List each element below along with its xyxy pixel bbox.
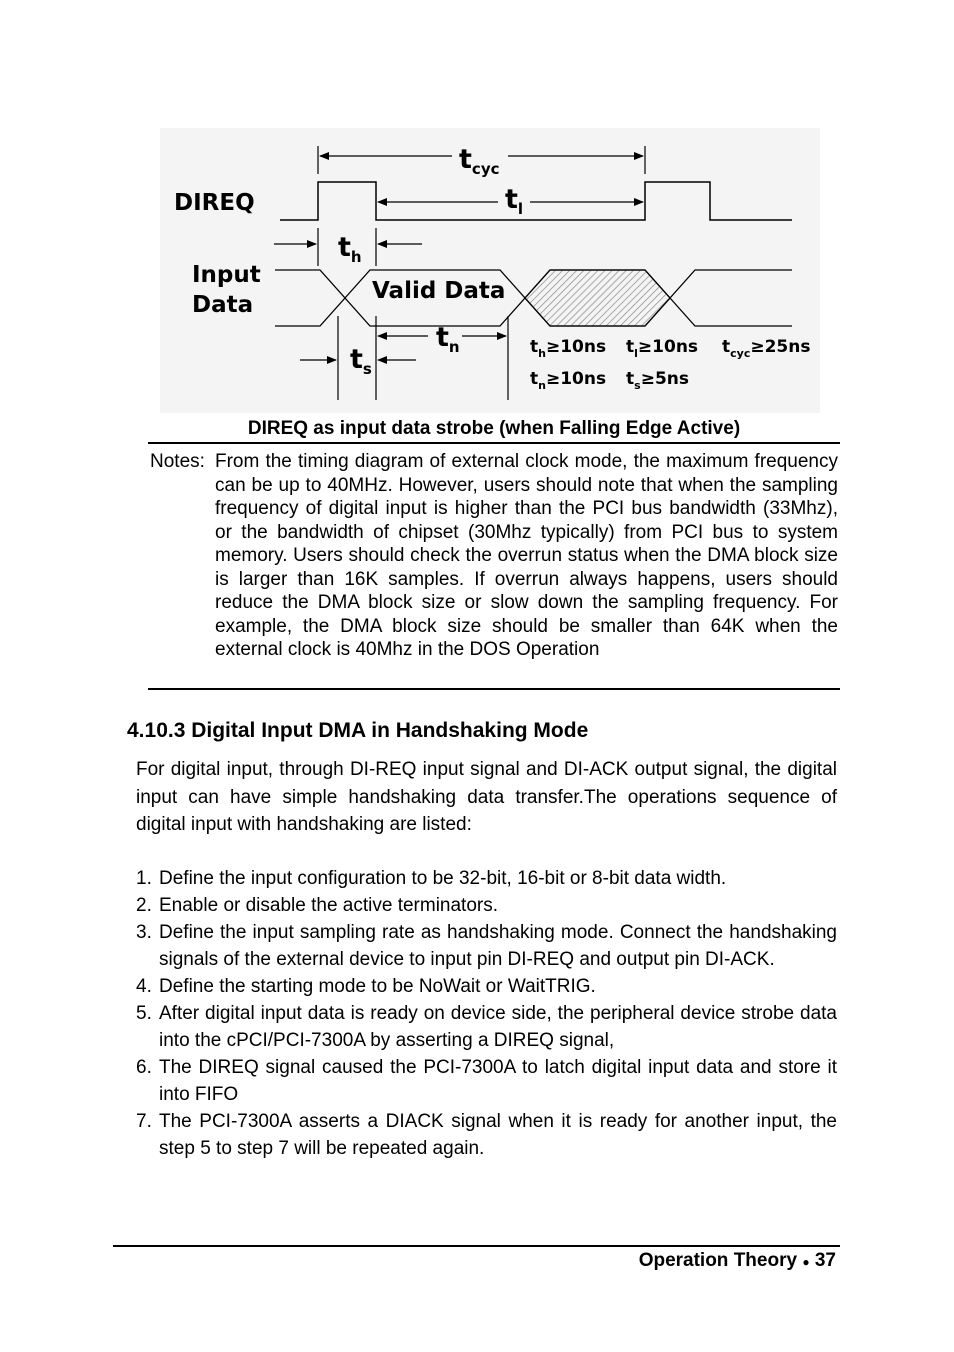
t-n-label: tn (436, 322, 460, 356)
step-number: 7. (136, 1111, 152, 1132)
list-item (136, 1108, 837, 1162)
list-item (136, 1000, 837, 1054)
valid-data-label: Valid Data (372, 278, 506, 304)
spec-tl: $t_l\ge 10ns$ (626, 337, 699, 360)
notes-top-rule (148, 442, 840, 444)
t-l-label: tl (505, 184, 524, 218)
spec-ts: $t_s\ge 5ns$ (626, 369, 689, 392)
footer-rule (113, 1245, 840, 1247)
list-item (136, 919, 837, 973)
step-text: Define the input configuration to be 32-bit, 16-bit or 8-bit data width. (159, 868, 727, 889)
direq-label: DIREQ (174, 190, 255, 216)
t-h-label: th (338, 232, 362, 266)
step-text: Define the starting mode to be NoWait or WaitTRIG. (159, 976, 596, 997)
step-number: 6. (136, 1057, 152, 1078)
t-cyc-label: tcyc (459, 144, 500, 178)
list-item (136, 892, 837, 919)
step-text: After digital input data is ready on device side, the peripheral device strobe data into the cPCI/PCI-7300A by asserting a DIREQ signal, (159, 1003, 837, 1051)
steps-list (136, 865, 837, 1162)
step-number: 1. (136, 868, 152, 889)
step-text: The DIREQ signal caused the PCI-7300A to latch digital input data and store it into FIFO (159, 1057, 837, 1105)
list-item (136, 973, 837, 1000)
page-footer (639, 1250, 836, 1272)
spec-tcyc: $t_{cyc}\ge 25ns$ (722, 337, 811, 360)
spec-th: $t_h\ge 10ns$ (530, 337, 607, 360)
spec-tn: $t_n\ge 10ns$ (530, 369, 607, 392)
step-text: Define the input sampling rate as handshaking mode. Connect the handshaking signals of the external device to input pin DI-REQ and output pin DI-ACK. (159, 922, 837, 970)
step-text: The PCI-7300A asserts a DIACK signal when it is ready for another input, the step 5 to step 7 will be repeated again. (159, 1111, 837, 1159)
notes-bottom-rule (148, 688, 840, 690)
step-number: 5. (136, 1003, 152, 1024)
step-text: Enable or disable the active terminators. (159, 895, 499, 916)
input-label: Input (192, 262, 261, 288)
footer-section: Operation Theory (638, 1250, 798, 1271)
notes-text: From the timing diagram of external clock mode, the maximum frequency can be up to 40MHz. However, users should note that when the sampling frequency of digital input is higher than the PCI bus bandwidth (33Mhz), or the bandwidth of chipset (30Mhz typically) from PCI bus to system memory. Users should check the overrun status when the DMA block size is larger than 16K samples. If overrun always happens, users should reduce the DMA block size or slow down the sampling frequency. For example, the DMA block size should be smaller than 64K when the external clock is 40Mhz in the DOS Operation (215, 451, 838, 660)
figure-caption: DIREQ as input data strobe (when Falling Edge Active) (247, 418, 741, 439)
step-number: 4. (136, 976, 152, 997)
section-intro: For digital input, through DI-REQ input signal and DI-ACK output signal, the digital input can have simple handshaking data transfer.The operations sequence of digital input with handshaking are listed: (136, 759, 837, 835)
page-number: 37 (814, 1250, 836, 1271)
step-number: 3. (136, 922, 152, 943)
footer-bullet: ● (802, 1255, 810, 1269)
data-label: Data (192, 292, 254, 318)
t-s-label: ts (350, 344, 372, 378)
step-number: 2. (136, 895, 152, 916)
list-item (136, 1054, 837, 1108)
timing-diagram (160, 128, 820, 413)
list-item (136, 865, 837, 892)
notes-block (150, 450, 838, 662)
notes-label: Notes: (150, 451, 205, 472)
section-title: 4.10.3 Digital Input DMA in Handshaking Mode (127, 719, 589, 742)
